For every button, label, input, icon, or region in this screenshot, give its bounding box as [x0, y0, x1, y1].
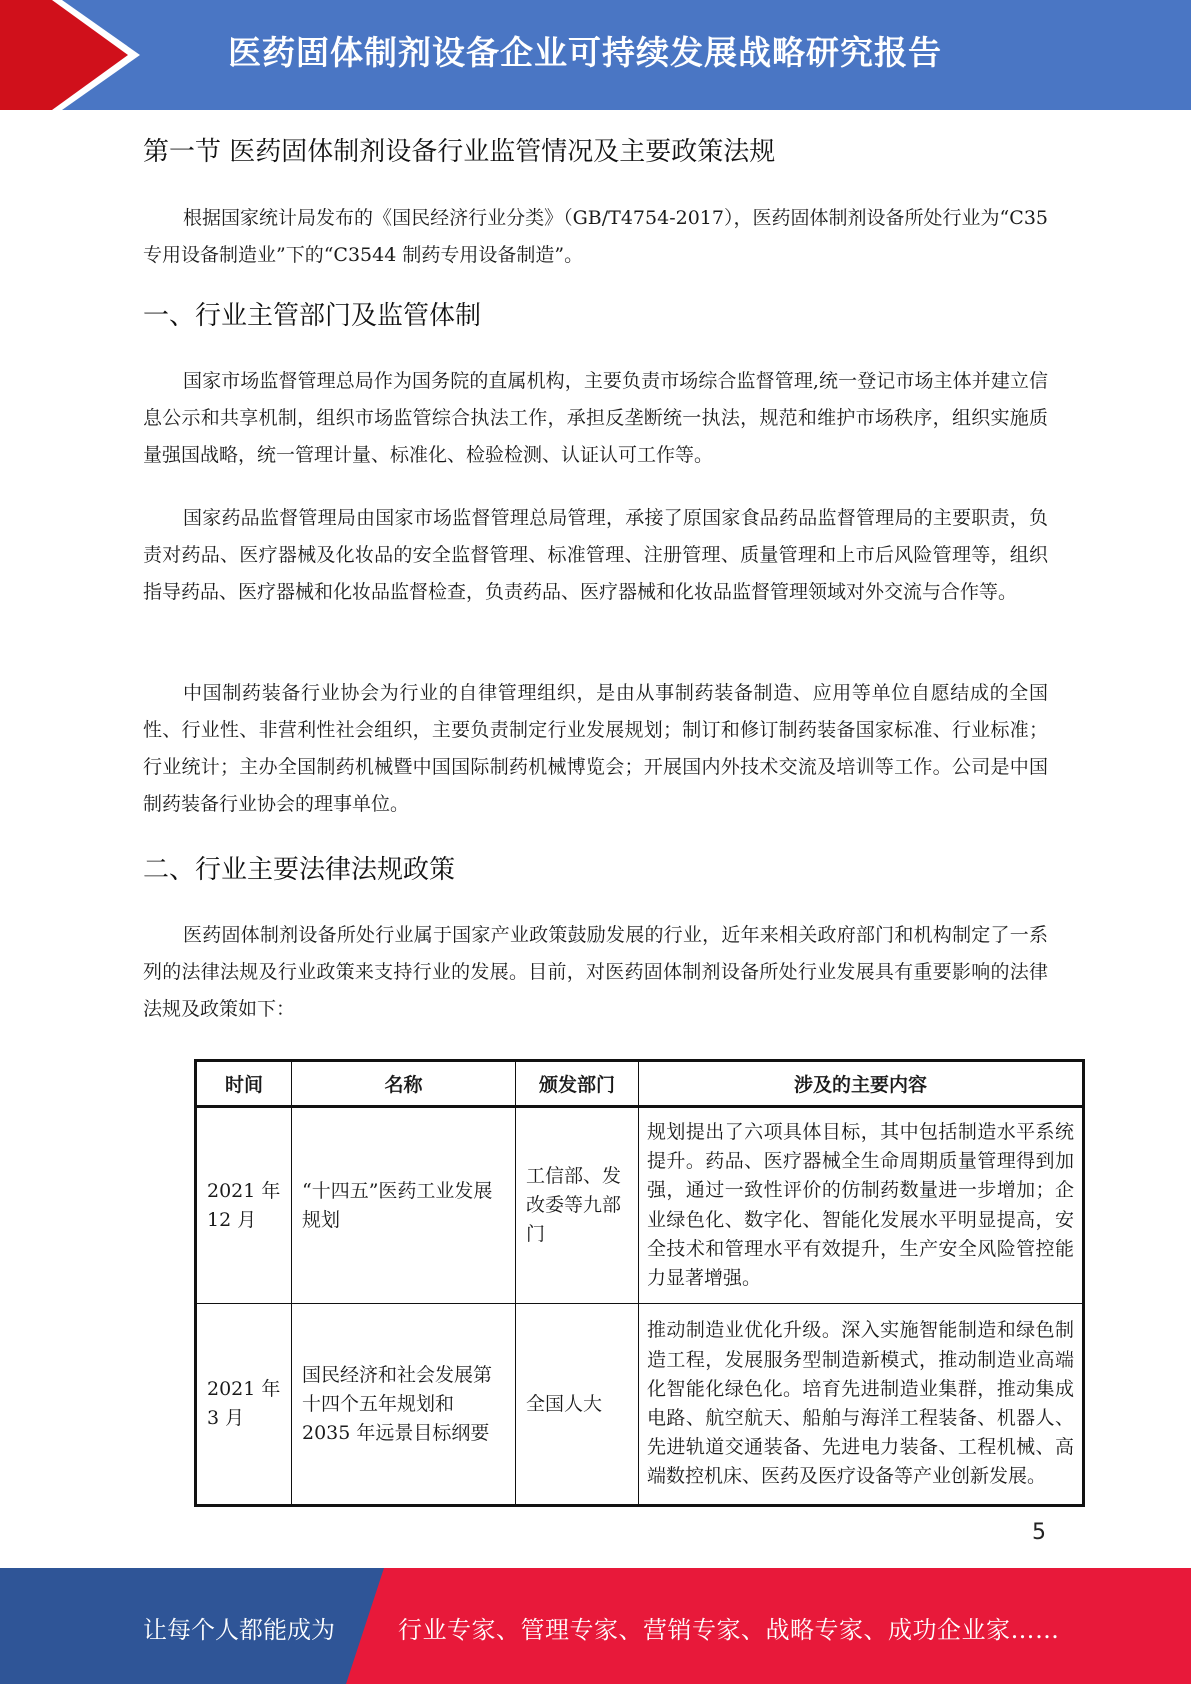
section-heading: 第一节 医药固体制剂设备行业监管情况及主要政策法规	[143, 137, 776, 167]
column-header-dept: 颁发部门	[516, 1061, 639, 1107]
cell-time: 2021 年 3 月	[196, 1304, 292, 1506]
subsection-heading-2: 二、行业主要法律法规政策	[143, 855, 456, 885]
paragraph-policy-intro: 医药固体制剂设备所处行业属于国家产业政策鼓励发展的行业，近年来相关政府部门和机构制定了一系列的法律法规及行业政策来支持行业的发展。目前，对医药固体制剂设备所处行业发展具有重要影响的法律法规及政策如下：	[143, 924, 1048, 1020]
cell-dept: 全国人大	[516, 1304, 639, 1506]
column-header-content: 涉及的主要内容	[639, 1061, 1084, 1107]
paragraph-samr: 国家市场监督管理总局作为国务院的直属机构，主要负责市场综合监督管理,统一登记市场主体并建立信息公示和共享机制，组织市场监管综合执法工作，承担反垄断统一执法，规范和维护市场秩序，组织实施质量强国战略，统一管理计量、标准化、检验检测、认证认可工作等。	[143, 370, 1048, 466]
footer-slogan-left: 让每个人都能成为	[143, 1616, 335, 1644]
intro-paragraph: 根据国家统计局发布的《国民经济行业分类》（GB/T4754-2017），医药固体制剂设备所处行业为“C35 专用设备制造业”下的“C3544 制药专用设备制造”。	[143, 207, 1048, 266]
chevron-decoration-icon	[0, 0, 160, 110]
cell-dept: 工信部、发改委等九部门	[516, 1107, 639, 1304]
paragraph-association: 中国制药装备行业协会为行业的自律管理组织，是由从事制药装备制造、应用等单位自愿结成的全国性、行业性、非营利性社会组织，主要负责制定行业发展规划；制订和修订制药装备国家标准、行业标准；行业统计；主办全国制药机械暨中国国际制药机械博览会；开展国内外技术交流及培训等工作。公司是中国制药装备行业协会的理事单位。	[143, 682, 1048, 815]
cell-time: 2021 年 12 月	[196, 1107, 292, 1304]
footer-banner	[0, 1568, 1191, 1684]
footer-slogan-right: 行业专家、管理专家、营销专家、战略专家、成功企业家……	[398, 1616, 1060, 1644]
column-header-name: 名称	[292, 1061, 516, 1107]
cell-name: 国民经济和社会发展第十四个五年规划和 2035 年远景目标纲要	[292, 1304, 516, 1506]
table-row	[196, 1107, 1084, 1304]
policy-table-wrapper	[194, 1059, 1082, 1507]
policy-table	[194, 1059, 1085, 1507]
header-banner	[0, 0, 1191, 110]
paragraph-nmpa: 国家药品监督管理局由国家市场监督管理总局管理，承接了原国家食品药品监督管理局的主要职责，负责对药品、医疗器械及化妆品的安全监督管理、标准管理、注册管理、质量管理和上市后风险管理等，组织指导药品、医疗器械和化妆品监督检查，负责药品、医疗器械和化妆品监督管理领域对外交流与合作等。	[143, 507, 1048, 603]
report-title: 医药固体制剂设备企业可持续发展战略研究报告	[228, 33, 942, 72]
page-number: 5	[1032, 1520, 1046, 1545]
cell-name: “十四五”医药工业发展规划	[292, 1107, 516, 1304]
table-header-row	[196, 1061, 1084, 1107]
cell-content: 规划提出了六项具体目标，其中包括制造水平系统提升。药品、医疗器械全生命周期质量管理得到加强，通过一致性评价的仿制药数量进一步增加；企业绿色化、数字化、智能化发展水平明显提高，安全技术和管理水平有效提升，生产安全风险管控能力显著增强。	[639, 1107, 1084, 1304]
table-row	[196, 1304, 1084, 1506]
cell-content: 推动制造业优化升级。深入实施智能制造和绿色制造工程，发展服务型制造新模式，推动制造业高端化智能化绿色化。培育先进制造业集群，推动集成电路、航空航天、船舶与海洋工程装备、机器人、先进轨道交通装备、先进电力装备、工程机械、高端数控机床、医药及医疗设备等产业创新发展。	[639, 1304, 1084, 1506]
subsection-heading-1: 一、行业主管部门及监管体制	[143, 301, 482, 331]
column-header-time: 时间	[196, 1061, 292, 1107]
